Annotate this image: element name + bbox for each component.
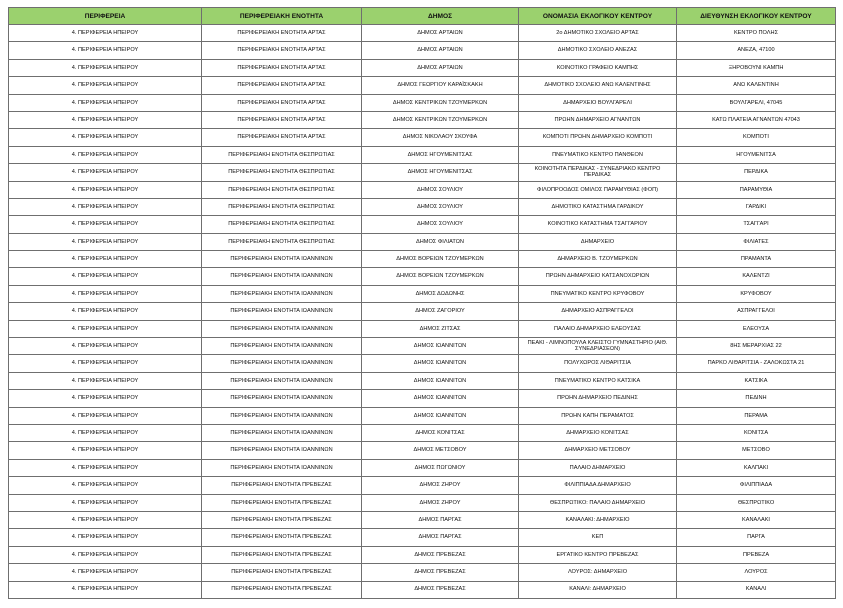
header-region: ΠΕΡΙΦΕΡΕΙΑ (9, 8, 202, 25)
cell-center-name: ΠΕΑΚΙ - ΛΙΜΝΟΠΟΥΛΑ ΚΛΕΙΣΤΟ ΓΥΜΝΑΣΤΗΡΙΟ (ΑΙΘ. ΣΥΝΕΔΡΙΑΣΕΩΝ) (519, 338, 677, 355)
header-row (9, 8, 836, 25)
table-row (9, 94, 836, 111)
cell-region: 4. ΠΕΡΙΦΕΡΕΙΑ ΗΠΕΙΡΟΥ (9, 407, 202, 424)
cell-region: 4. ΠΕΡΙΦΕΡΕΙΑ ΗΠΕΙΡΟΥ (9, 581, 202, 598)
cell-municipality: ΔΗΜΟΣ ΑΡΤΑΙΩΝ (362, 42, 519, 59)
cell-center-address: 8ΗΣ ΜΕΡΑΡΧΙΑΣ 22 (677, 338, 836, 355)
cell-regional-unit: ΠΕΡΙΦΕΡΕΙΑΚΗ ΕΝΟΤΗΤΑ ΙΩΑΝΝΙΝΩΝ (202, 442, 362, 459)
cell-municipality: ΔΗΜΟΣ ΒΟΡΕΙΩΝ ΤΖΟΥΜΕΡΚΩΝ (362, 268, 519, 285)
cell-regional-unit: ΠΕΡΙΦΕΡΕΙΑΚΗ ΕΝΟΤΗΤΑ ΘΕΣΠΡΩΤΙΑΣ (202, 216, 362, 233)
cell-regional-unit: ΠΕΡΙΦΕΡΕΙΑΚΗ ΕΝΟΤΗΤΑ ΑΡΤΑΣ (202, 94, 362, 111)
table-row (9, 564, 836, 581)
cell-regional-unit: ΠΕΡΙΦΕΡΕΙΑΚΗ ΕΝΟΤΗΤΑ ΑΡΤΑΣ (202, 42, 362, 59)
cell-region: 4. ΠΕΡΙΦΕΡΕΙΑ ΗΠΕΙΡΟΥ (9, 129, 202, 146)
cell-municipality: ΔΗΜΟΣ ΗΓΟΥΜΕΝΙΤΣΑΣ (362, 146, 519, 163)
cell-municipality: ΔΗΜΟΣ ΠΑΡΓΑΣ (362, 511, 519, 528)
table-row (9, 216, 836, 233)
table-row (9, 146, 836, 163)
cell-region: 4. ΠΕΡΙΦΕΡΕΙΑ ΗΠΕΙΡΟΥ (9, 477, 202, 494)
cell-center-name: ΦΙΛΟΠΡΟΟΔΟΣ ΟΜΙΛΟΣ ΠΑΡΑΜΥΘΙΑΣ (ΦΟΠ) (519, 181, 677, 198)
cell-municipality: ΔΗΜΟΣ ΙΩΑΝΝΙΤΩΝ (362, 338, 519, 355)
table-row (9, 407, 836, 424)
cell-region: 4. ΠΕΡΙΦΕΡΕΙΑ ΗΠΕΙΡΟΥ (9, 233, 202, 250)
cell-regional-unit: ΠΕΡΙΦΕΡΕΙΑΚΗ ΕΝΟΤΗΤΑ ΘΕΣΠΡΩΤΙΑΣ (202, 198, 362, 215)
cell-regional-unit: ΠΕΡΙΦΕΡΕΙΑΚΗ ΕΝΟΤΗΤΑ ΙΩΑΝΝΙΝΩΝ (202, 320, 362, 337)
cell-regional-unit: ΠΕΡΙΦΕΡΕΙΑΚΗ ΕΝΟΤΗΤΑ ΙΩΑΝΝΙΝΩΝ (202, 407, 362, 424)
cell-center-address: ΠΑΡΚΟ ΛΙΘΑΡΙΤΣΙΑ - ΖΑΛΟΚΩΣΤΑ 21 (677, 355, 836, 372)
cell-center-address: ΦΙΛΙΑΤΕΣ (677, 233, 836, 250)
cell-regional-unit: ΠΕΡΙΦΕΡΕΙΑΚΗ ΕΝΟΤΗΤΑ ΑΡΤΑΣ (202, 129, 362, 146)
cell-center-name: ΛΟΥΡΟΣ: ΔΗΜΑΡΧΕΙΟ (519, 564, 677, 581)
cell-center-address: ΞΗΡΟΒΟΥΝΙ ΚΑΜΠΗ (677, 59, 836, 76)
cell-center-address: ΠΕΡΔΙΚΑ (677, 164, 836, 181)
cell-center-name: ΚΟΙΝΟΤΗΤΑ ΠΕΡΔΙΚΑΣ - ΣΥΝΕΔΡΙΑΚΟ ΚΕΝΤΡΟ ΠΕΡΔΙΚΑΣ (519, 164, 677, 181)
table-row (9, 355, 836, 372)
cell-regional-unit: ΠΕΡΙΦΕΡΕΙΑΚΗ ΕΝΟΤΗΤΑ ΑΡΤΑΣ (202, 25, 362, 42)
cell-municipality: ΔΗΜΟΣ ΜΕΤΣΟΒΟΥ (362, 442, 519, 459)
cell-regional-unit: ΠΕΡΙΦΕΡΕΙΑΚΗ ΕΝΟΤΗΤΑ ΙΩΑΝΝΙΝΩΝ (202, 390, 362, 407)
cell-center-address: ΠΕΔΙΝΗ (677, 390, 836, 407)
cell-region: 4. ΠΕΡΙΦΕΡΕΙΑ ΗΠΕΙΡΟΥ (9, 268, 202, 285)
table-body (9, 25, 836, 599)
table-row (9, 424, 836, 441)
cell-center-address: ΤΣΑΓΓΑΡΙ (677, 216, 836, 233)
table-row (9, 181, 836, 198)
cell-regional-unit: ΠΕΡΙΦΕΡΕΙΑΚΗ ΕΝΟΤΗΤΑ ΙΩΑΝΝΙΝΩΝ (202, 372, 362, 389)
cell-center-name: ΠΑΛΑΙΟ ΔΗΜΑΡΧΕΙΟ (519, 459, 677, 476)
cell-region: 4. ΠΕΡΙΦΕΡΕΙΑ ΗΠΕΙΡΟΥ (9, 198, 202, 215)
table-row (9, 581, 836, 598)
cell-municipality: ΔΗΜΟΣ ΓΕΩΡΓΙΟΥ ΚΑΡΑΪΣΚΑΚΗ (362, 77, 519, 94)
table-row (9, 77, 836, 94)
cell-center-name: ΠΟΛΥΧΩΡΟΣ ΛΙΘΑΡΙΤΣΙΑ (519, 355, 677, 372)
cell-region: 4. ΠΕΡΙΦΕΡΕΙΑ ΗΠΕΙΡΟΥ (9, 546, 202, 563)
cell-center-name: ΠΝΕΥΜΑΤΙΚΟ ΚΕΝΤΡΟ ΠΑΝΘΕΟΝ (519, 146, 677, 163)
cell-municipality: ΔΗΜΟΣ ΙΩΑΝΝΙΤΩΝ (362, 407, 519, 424)
cell-region: 4. ΠΕΡΙΦΕΡΕΙΑ ΗΠΕΙΡΟΥ (9, 285, 202, 302)
cell-center-name: ΔΗΜΟΤΙΚΟ ΚΑΤΑΣΤΗΜΑ ΓΑΡΔΙΚΟΥ (519, 198, 677, 215)
cell-regional-unit: ΠΕΡΙΦΕΡΕΙΑΚΗ ΕΝΟΤΗΤΑ ΙΩΑΝΝΙΝΩΝ (202, 338, 362, 355)
cell-region: 4. ΠΕΡΙΦΕΡΕΙΑ ΗΠΕΙΡΟΥ (9, 529, 202, 546)
cell-region: 4. ΠΕΡΙΦΕΡΕΙΑ ΗΠΕΙΡΟΥ (9, 25, 202, 42)
cell-center-name: ΔΗΜΑΡΧΕΙΟ Β. ΤΖΟΥΜΕΡΚΩΝ (519, 251, 677, 268)
cell-municipality: ΔΗΜΟΣ ΔΩΔΩΝΗΣ (362, 285, 519, 302)
cell-center-name: ΠΑΛΑΙΟ ΔΗΜΑΡΧΕΙΟ ΕΛΕΟΥΣΑΣ (519, 320, 677, 337)
cell-center-name: ΔΗΜΑΡΧΕΙΟ (519, 233, 677, 250)
cell-center-address: ΚΟΜΠΟΤΙ (677, 129, 836, 146)
table-row (9, 129, 836, 146)
cell-regional-unit: ΠΕΡΙΦΕΡΕΙΑΚΗ ΕΝΟΤΗΤΑ ΙΩΑΝΝΙΝΩΝ (202, 303, 362, 320)
cell-center-address: ΚΑΤΩ ΠΛΑΤΕΙΑ ΑΓΝΑΝΤΩΝ 47043 (677, 111, 836, 128)
cell-center-address: ΚΑΝΑΛΙ (677, 581, 836, 598)
table-row (9, 494, 836, 511)
cell-municipality: ΔΗΜΟΣ ΚΕΝΤΡΙΚΩΝ ΤΖΟΥΜΕΡΚΩΝ (362, 111, 519, 128)
cell-region: 4. ΠΕΡΙΦΕΡΕΙΑ ΗΠΕΙΡΟΥ (9, 181, 202, 198)
cell-municipality: ΔΗΜΟΣ ΑΡΤΑΙΩΝ (362, 25, 519, 42)
cell-center-name: ΔΗΜΟΤΙΚΟ ΣΧΟΛΕΙΟ ΑΝΩ ΚΑΛΕΝΤΙΝΗΣ (519, 77, 677, 94)
cell-regional-unit: ΠΕΡΙΦΕΡΕΙΑΚΗ ΕΝΟΤΗΤΑ ΠΡΕΒΕΖΑΣ (202, 511, 362, 528)
cell-municipality: ΔΗΜΟΣ ΖΑΓΟΡΙΟΥ (362, 303, 519, 320)
cell-region: 4. ΠΕΡΙΦΕΡΕΙΑ ΗΠΕΙΡΟΥ (9, 94, 202, 111)
cell-center-address: ΠΑΡΓΑ (677, 529, 836, 546)
cell-center-address: ΠΕΡΑΜΑ (677, 407, 836, 424)
cell-center-address: ΑΣΠΡΑΓΓΕΛΟΙ (677, 303, 836, 320)
cell-center-address: ΑΝΕΖΑ, 47100 (677, 42, 836, 59)
cell-municipality: ΔΗΜΟΣ ΚΟΝΙΤΣΑΣ (362, 424, 519, 441)
cell-center-name: ΠΡΩΗΝ ΔΗΜΑΡΧΕΙΟ ΑΓΝΑΝΤΩΝ (519, 111, 677, 128)
cell-region: 4. ΠΕΡΙΦΕΡΕΙΑ ΗΠΕΙΡΟΥ (9, 511, 202, 528)
cell-municipality: ΔΗΜΟΣ ΠΑΡΓΑΣ (362, 529, 519, 546)
cell-center-name: ΠΡΩΗΝ ΔΗΜΑΡΧΕΙΟ ΚΑΤΣΑΝΟΧΩΡΙΩΝ (519, 268, 677, 285)
cell-center-name: ΚΟΙΝΟΤΙΚΟ ΚΑΤΑΣΤΗΜΑ ΤΣΑΓΓΑΡΙΟΥ (519, 216, 677, 233)
cell-municipality: ΔΗΜΟΣ ΠΩΓΩΝΙΟΥ (362, 459, 519, 476)
cell-municipality: ΔΗΜΟΣ ΣΟΥΛΙΟΥ (362, 216, 519, 233)
cell-center-address: ΚΑΛΠΑΚΙ (677, 459, 836, 476)
cell-center-name: ΠΝΕΥΜΑΤΙΚΟ ΚΕΝΤΡΟ ΚΡΥΦΟΒΟΥ (519, 285, 677, 302)
cell-municipality: ΔΗΜΟΣ ΗΓΟΥΜΕΝΙΤΣΑΣ (362, 164, 519, 181)
cell-municipality: ΔΗΜΟΣ ΙΩΑΝΝΙΤΩΝ (362, 372, 519, 389)
cell-center-address: ΚΑΛΕΝΤΖΙ (677, 268, 836, 285)
table-row (9, 59, 836, 76)
cell-center-address: ΑΝΩ ΚΑΛΕΝΤΙΝΗ (677, 77, 836, 94)
cell-regional-unit: ΠΕΡΙΦΕΡΕΙΑΚΗ ΕΝΟΤΗΤΑ ΠΡΕΒΕΖΑΣ (202, 494, 362, 511)
table-row (9, 233, 836, 250)
cell-region: 4. ΠΕΡΙΦΕΡΕΙΑ ΗΠΕΙΡΟΥ (9, 77, 202, 94)
cell-center-address: ΚΡΥΦΟΒΟΥ (677, 285, 836, 302)
cell-municipality: ΔΗΜΟΣ ΣΟΥΛΙΟΥ (362, 198, 519, 215)
table-row (9, 251, 836, 268)
table-row (9, 198, 836, 215)
cell-regional-unit: ΠΕΡΙΦΕΡΕΙΑΚΗ ΕΝΟΤΗΤΑ ΠΡΕΒΕΖΑΣ (202, 581, 362, 598)
cell-municipality: ΔΗΜΟΣ ΚΕΝΤΡΙΚΩΝ ΤΖΟΥΜΕΡΚΩΝ (362, 94, 519, 111)
cell-region: 4. ΠΕΡΙΦΕΡΕΙΑ ΗΠΕΙΡΟΥ (9, 111, 202, 128)
cell-region: 4. ΠΕΡΙΦΕΡΕΙΑ ΗΠΕΙΡΟΥ (9, 372, 202, 389)
cell-municipality: ΔΗΜΟΣ ΠΡΕΒΕΖΑΣ (362, 546, 519, 563)
cell-center-name: ΔΗΜΑΡΧΕΙΟ ΜΕΤΣΟΒΟΥ (519, 442, 677, 459)
cell-center-address: ΛΟΥΡΟΣ (677, 564, 836, 581)
table-row (9, 42, 836, 59)
cell-center-name: ΠΡΩΗΝ ΚΑΠΗ ΠΕΡΑΜΑΤΟΣ (519, 407, 677, 424)
header-regional-unit: ΠΕΡΙΦΕΡΕΙΑΚΗ ΕΝΟΤΗΤΑ (202, 8, 362, 25)
cell-center-address: ΚΑΝΑΛΑΚΙ (677, 511, 836, 528)
cell-center-address: ΚΕΝΤΡΟ ΠΟΛΗΣ (677, 25, 836, 42)
cell-region: 4. ΠΕΡΙΦΕΡΕΙΑ ΗΠΕΙΡΟΥ (9, 564, 202, 581)
table-row (9, 477, 836, 494)
cell-center-address: ΕΛΕΟΥΣΑ (677, 320, 836, 337)
table-row (9, 459, 836, 476)
cell-municipality: ΔΗΜΟΣ ΒΟΡΕΙΩΝ ΤΖΟΥΜΕΡΚΩΝ (362, 251, 519, 268)
cell-region: 4. ΠΕΡΙΦΕΡΕΙΑ ΗΠΕΙΡΟΥ (9, 390, 202, 407)
cell-regional-unit: ΠΕΡΙΦΕΡΕΙΑΚΗ ΕΝΟΤΗΤΑ ΠΡΕΒΕΖΑΣ (202, 546, 362, 563)
cell-center-address: ΗΓΟΥΜΕΝΙΤΣΑ (677, 146, 836, 163)
cell-regional-unit: ΠΕΡΙΦΕΡΕΙΑΚΗ ΕΝΟΤΗΤΑ ΙΩΑΝΝΙΝΩΝ (202, 355, 362, 372)
cell-regional-unit: ΠΕΡΙΦΕΡΕΙΑΚΗ ΕΝΟΤΗΤΑ ΠΡΕΒΕΖΑΣ (202, 529, 362, 546)
table-row (9, 390, 836, 407)
cell-region: 4. ΠΕΡΙΦΕΡΕΙΑ ΗΠΕΙΡΟΥ (9, 251, 202, 268)
cell-region: 4. ΠΕΡΙΦΕΡΕΙΑ ΗΠΕΙΡΟΥ (9, 164, 202, 181)
cell-municipality: ΔΗΜΟΣ ΑΡΤΑΙΩΝ (362, 59, 519, 76)
cell-municipality: ΔΗΜΟΣ ΖΗΡΟΥ (362, 494, 519, 511)
cell-center-name: 2ο ΔΗΜΟΤΙΚΟ ΣΧΟΛΕΙΟ ΑΡΤΑΣ (519, 25, 677, 42)
header-municipality: ΔΗΜΟΣ (362, 8, 519, 25)
cell-center-address: ΓΑΡΔΙΚΙ (677, 198, 836, 215)
cell-center-name: ΘΕΣΠΡΩΤΙΚΟ: ΠΑΛΑΙΟ ΔΗΜΑΡΧΕΙΟ (519, 494, 677, 511)
cell-municipality: ΔΗΜΟΣ ΦΙΛΙΑΤΩΝ (362, 233, 519, 250)
cell-municipality: ΔΗΜΟΣ ΠΡΕΒΕΖΑΣ (362, 564, 519, 581)
table-row (9, 303, 836, 320)
cell-regional-unit: ΠΕΡΙΦΕΡΕΙΑΚΗ ΕΝΟΤΗΤΑ ΠΡΕΒΕΖΑΣ (202, 564, 362, 581)
cell-region: 4. ΠΕΡΙΦΕΡΕΙΑ ΗΠΕΙΡΟΥ (9, 494, 202, 511)
cell-center-name: ΠΡΩΗΝ ΔΗΜΑΡΧΕΙΟ ΠΕΔΙΝΗΣ (519, 390, 677, 407)
cell-center-address: ΚΑΤΣΙΚΑ (677, 372, 836, 389)
cell-center-name: ΚΑΝΑΛΙ: ΔΗΜΑΡΧΕΙΟ (519, 581, 677, 598)
cell-regional-unit: ΠΕΡΙΦΕΡΕΙΑΚΗ ΕΝΟΤΗΤΑ ΙΩΑΝΝΙΝΩΝ (202, 251, 362, 268)
cell-regional-unit: ΠΕΡΙΦΕΡΕΙΑΚΗ ΕΝΟΤΗΤΑ ΠΡΕΒΕΖΑΣ (202, 477, 362, 494)
cell-region: 4. ΠΕΡΙΦΕΡΕΙΑ ΗΠΕΙΡΟΥ (9, 424, 202, 441)
table-row (9, 25, 836, 42)
table-row (9, 320, 836, 337)
cell-center-address: ΘΕΣΠΡΩΤΙΚΟ (677, 494, 836, 511)
cell-region: 4. ΠΕΡΙΦΕΡΕΙΑ ΗΠΕΙΡΟΥ (9, 338, 202, 355)
cell-center-address: ΒΟΥΛΓΑΡΕΛΙ, 47045 (677, 94, 836, 111)
cell-regional-unit: ΠΕΡΙΦΕΡΕΙΑΚΗ ΕΝΟΤΗΤΑ ΙΩΑΝΝΙΝΩΝ (202, 424, 362, 441)
cell-regional-unit: ΠΕΡΙΦΕΡΕΙΑΚΗ ΕΝΟΤΗΤΑ ΙΩΑΝΝΙΝΩΝ (202, 285, 362, 302)
cell-regional-unit: ΠΕΡΙΦΕΡΕΙΑΚΗ ΕΝΟΤΗΤΑ ΑΡΤΑΣ (202, 77, 362, 94)
cell-center-name: ΦΙΛΙΠΠΙΑΔΑ ΔΗΜΑΡΧΕΙΟ (519, 477, 677, 494)
cell-region: 4. ΠΕΡΙΦΕΡΕΙΑ ΗΠΕΙΡΟΥ (9, 216, 202, 233)
cell-region: 4. ΠΕΡΙΦΕΡΕΙΑ ΗΠΕΙΡΟΥ (9, 442, 202, 459)
cell-region: 4. ΠΕΡΙΦΕΡΕΙΑ ΗΠΕΙΡΟΥ (9, 42, 202, 59)
cell-center-name: ΚΑΝΑΛΑΚΙ: ΔΗΜΑΡΧΕΙΟ (519, 511, 677, 528)
cell-region: 4. ΠΕΡΙΦΕΡΕΙΑ ΗΠΕΙΡΟΥ (9, 459, 202, 476)
table-row (9, 111, 836, 128)
cell-center-address: ΠΡΕΒΕΖΑ (677, 546, 836, 563)
cell-regional-unit: ΠΕΡΙΦΕΡΕΙΑΚΗ ΕΝΟΤΗΤΑ ΑΡΤΑΣ (202, 111, 362, 128)
table-row (9, 372, 836, 389)
cell-municipality: ΔΗΜΟΣ ΣΟΥΛΙΟΥ (362, 181, 519, 198)
cell-regional-unit: ΠΕΡΙΦΕΡΕΙΑΚΗ ΕΝΟΤΗΤΑ ΘΕΣΠΡΩΤΙΑΣ (202, 181, 362, 198)
cell-municipality: ΔΗΜΟΣ ΙΩΑΝΝΙΤΩΝ (362, 390, 519, 407)
cell-center-address: ΜΕΤΣΟΒΟ (677, 442, 836, 459)
cell-municipality: ΔΗΜΟΣ ΠΡΕΒΕΖΑΣ (362, 581, 519, 598)
table-row (9, 546, 836, 563)
table-row (9, 442, 836, 459)
table-row (9, 338, 836, 355)
table-row (9, 285, 836, 302)
cell-center-name: ΔΗΜΑΡΧΕΙΟ ΑΣΠΡΑΓΓΕΛΟΙ (519, 303, 677, 320)
cell-center-name: ΔΗΜΑΡΧΕΙΟ ΚΟΝΙΤΣΑΣ (519, 424, 677, 441)
cell-regional-unit: ΠΕΡΙΦΕΡΕΙΑΚΗ ΕΝΟΤΗΤΑ ΙΩΑΝΝΙΝΩΝ (202, 459, 362, 476)
cell-center-address: ΠΑΡΑΜΥΘΙΑ (677, 181, 836, 198)
cell-center-name: ΔΗΜΟΤΙΚΟ ΣΧΟΛΕΙΟ ΑΝΕΖΑΣ (519, 42, 677, 59)
cell-regional-unit: ΠΕΡΙΦΕΡΕΙΑΚΗ ΕΝΟΤΗΤΑ ΘΕΣΠΡΩΤΙΑΣ (202, 164, 362, 181)
table-row (9, 529, 836, 546)
cell-regional-unit: ΠΕΡΙΦΕΡΕΙΑΚΗ ΕΝΟΤΗΤΑ ΘΕΣΠΡΩΤΙΑΣ (202, 146, 362, 163)
header-center-name: ΟΝΟΜΑΣΙΑ ΕΚΛΟΓΙΚΟΥ ΚΕΝΤΡΟΥ (519, 8, 677, 25)
polling-centers-table (8, 7, 836, 599)
cell-municipality: ΔΗΜΟΣ ΖΗΡΟΥ (362, 477, 519, 494)
cell-center-name: ΔΗΜΑΡΧΕΙΟ ΒΟΥΛΓΑΡΕΛΙ (519, 94, 677, 111)
cell-region: 4. ΠΕΡΙΦΕΡΕΙΑ ΗΠΕΙΡΟΥ (9, 320, 202, 337)
table-row (9, 164, 836, 181)
cell-regional-unit: ΠΕΡΙΦΕΡΕΙΑΚΗ ΕΝΟΤΗΤΑ ΙΩΑΝΝΙΝΩΝ (202, 268, 362, 285)
cell-center-name: ΚΟΜΠΟΤΙ ΠΡΩΗΝ ΔΗΜΑΡΧΕΙΟ ΚΟΜΠΟΤΙ (519, 129, 677, 146)
cell-municipality: ΔΗΜΟΣ ΝΙΚΟΛΑΟΥ ΣΚΟΥΦΑ (362, 129, 519, 146)
cell-regional-unit: ΠΕΡΙΦΕΡΕΙΑΚΗ ΕΝΟΤΗΤΑ ΑΡΤΑΣ (202, 59, 362, 76)
cell-center-address: ΚΟΝΙΤΣΑ (677, 424, 836, 441)
cell-region: 4. ΠΕΡΙΦΕΡΕΙΑ ΗΠΕΙΡΟΥ (9, 146, 202, 163)
table-row (9, 268, 836, 285)
cell-municipality: ΔΗΜΟΣ ΖΙΤΣΑΣ (362, 320, 519, 337)
table-row (9, 511, 836, 528)
cell-center-name: ΚΕΠ (519, 529, 677, 546)
cell-regional-unit: ΠΕΡΙΦΕΡΕΙΑΚΗ ΕΝΟΤΗΤΑ ΘΕΣΠΡΩΤΙΑΣ (202, 233, 362, 250)
cell-center-name: ΚΟΙΝΟΤΙΚΟ ΓΡΑΦΕΙΟ ΚΑΜΠΗΣ (519, 59, 677, 76)
cell-municipality: ΔΗΜΟΣ ΙΩΑΝΝΙΤΩΝ (362, 355, 519, 372)
cell-region: 4. ΠΕΡΙΦΕΡΕΙΑ ΗΠΕΙΡΟΥ (9, 59, 202, 76)
header-center-address: ΔΙΕΥΘΥΝΣΗ ΕΚΛΟΓΙΚΟΥ ΚΕΝΤΡΟΥ (677, 8, 836, 25)
cell-center-name: ΠΝΕΥΜΑΤΙΚΟ ΚΕΝΤΡΟ ΚΑΤΣΙΚΑ (519, 372, 677, 389)
cell-region: 4. ΠΕΡΙΦΕΡΕΙΑ ΗΠΕΙΡΟΥ (9, 355, 202, 372)
cell-center-address: ΠΡΑΜΑΝΤΑ (677, 251, 836, 268)
cell-region: 4. ΠΕΡΙΦΕΡΕΙΑ ΗΠΕΙΡΟΥ (9, 303, 202, 320)
cell-center-address: ΦΙΛΙΠΠΙΑΔΑ (677, 477, 836, 494)
cell-center-name: ΕΡΓΑΤΙΚΟ ΚΕΝΤΡΟ ΠΡΕΒΕΖΑΣ (519, 546, 677, 563)
